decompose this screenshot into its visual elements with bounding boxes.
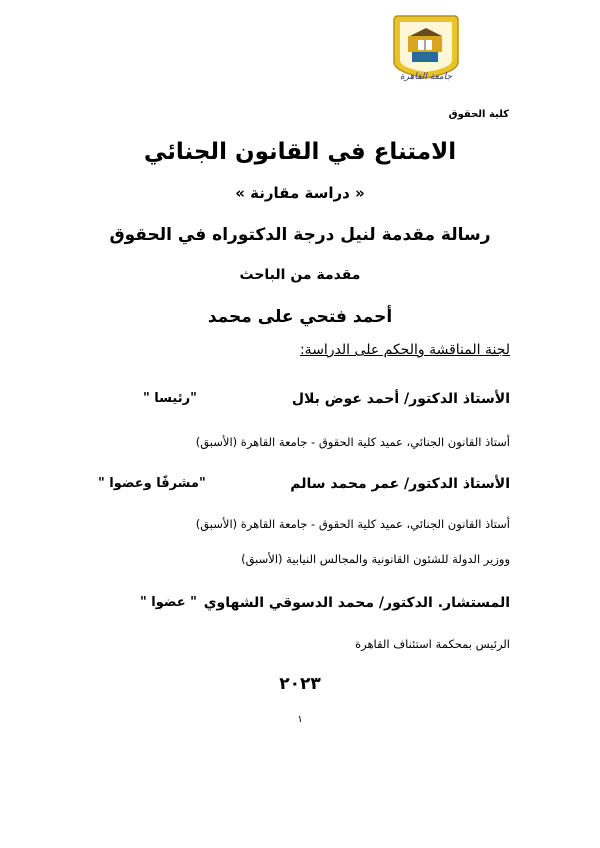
presented-by-label: مقدمة من الباحث (239, 267, 361, 283)
committee-member-role: " عضوا " (140, 595, 197, 610)
committee-member-description: أستاذ القانون الجنائي، عميد كلية الحقوق - جامعة القاهرة (الأسبق) (195, 517, 510, 531)
committee-title: لجنة المناقشة والحكم على الدراسة: (299, 342, 510, 358)
degree-statement: رسالة مقدمة لنيل درجة الدكتوراه في الحقوق (109, 225, 491, 245)
faculty-name: كلية الحقوق (448, 109, 509, 120)
committee-member-name: الأستاذ الدكتور/ عمر محمد سالم (290, 476, 510, 492)
thesis-subtitle: « دراسة مقارنة » (235, 184, 365, 202)
committee-member-description: أستاذ القانون الجنائي، عميد كلية الحقوق - جامعة القاهرة (الأسبق) (195, 435, 510, 449)
committee-member-name: الأستاذ الدكتور/ أحمد عوض بلال (291, 391, 510, 407)
committee-member-role: "مشرفًا وعضوا " (98, 476, 206, 491)
year: ٢٠٢٣ (279, 674, 321, 694)
committee-member-description: ووزير الدولة للشئون القانونية والمجالس النيابية (الأسبق) (241, 552, 510, 566)
committee-member-role: "رئيسا " (143, 391, 197, 406)
committee-member-name: المستشار. الدكتور/ محمد الدسوقي الشهاوي (203, 595, 510, 611)
page-number: ١ (297, 714, 303, 725)
logo-caption: جامعة القاهرة (399, 72, 453, 82)
university-logo (390, 14, 462, 90)
author-name: أحمد فتحي على محمد (207, 307, 393, 327)
committee-member-description: الرئيس بمحكمة استئناف القاهرة (355, 637, 510, 651)
thesis-title: الامتناع في القانون الجنائي (143, 139, 457, 165)
